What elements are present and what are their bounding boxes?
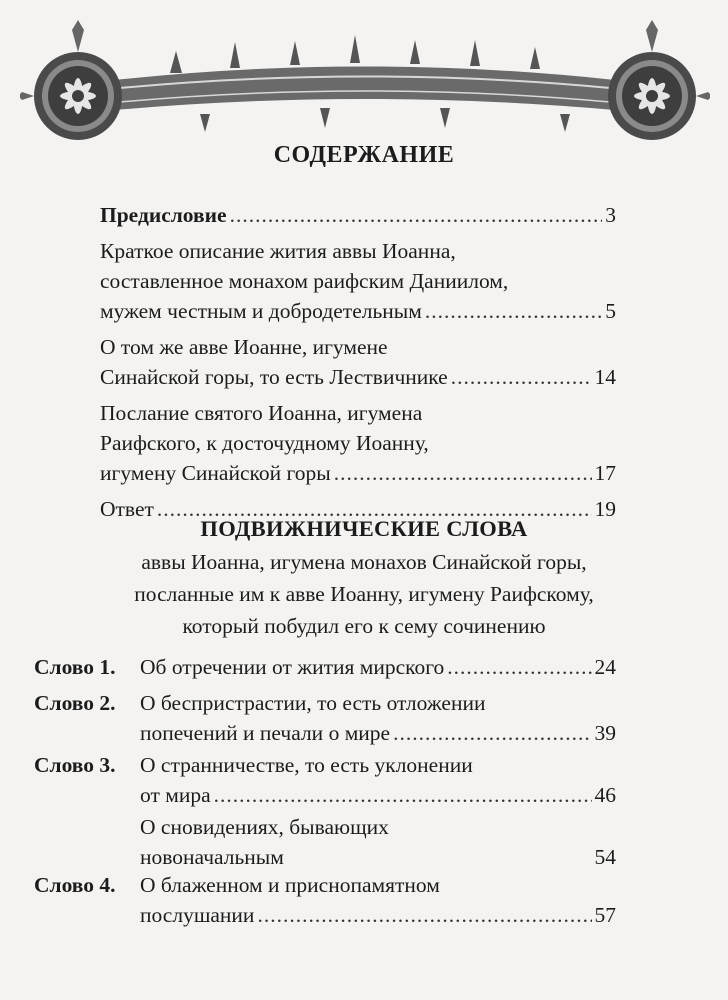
toc-entry-line: от мира	[140, 783, 211, 807]
leader-dots	[393, 718, 591, 748]
leader-dots	[334, 458, 592, 488]
toc-entry-line: Послание святого Иоанна, игумена	[100, 401, 423, 425]
section-heading: ПОДВИЖНИЧЕСКИЕ СЛОВА	[200, 516, 528, 541]
toc-entry-line: Раифского, к досточудному Иоанну,	[100, 431, 429, 455]
section-subtitle-line: аввы Иоанна, игумена монахов Синайской горы,	[141, 550, 587, 574]
word-label: Слово 3.	[34, 753, 116, 777]
toc-entry-line: О беспристрастии, то есть отложении	[140, 691, 486, 715]
leader-dots	[214, 780, 592, 810]
toc-page-number: 57	[594, 903, 616, 927]
toc-entry-line: Об отречении от жития мирского	[140, 655, 445, 679]
toc-page-number: 17	[594, 461, 616, 485]
toc-entry-line: игумену Синайской горы	[100, 461, 331, 485]
word-label: Слово 2.	[34, 691, 116, 715]
word-label: Слово 4.	[34, 873, 116, 897]
toc-page-number: 14	[594, 365, 616, 389]
toc-entry-life[interactable]	[100, 236, 616, 326]
toc-page-number: 19	[594, 497, 616, 521]
leader-dots	[451, 362, 592, 392]
toc-entry-line: составленное монахом раифским Даниилом,	[100, 269, 509, 293]
toc-entry-about[interactable]	[100, 332, 616, 392]
section-subtitle-line: посланные им к авве Иоанну, игумену Раифскому,	[134, 582, 594, 606]
toc-entry-line: попечений и печали о мире	[140, 721, 391, 745]
toc-entry-line: О странничестве, то есть уклонении	[140, 753, 473, 777]
toc-entry-line: мужем честным и добродетельным	[100, 299, 422, 323]
toc-entry-label: Предисловие	[100, 203, 227, 227]
page-title: СОДЕРЖАНИЕ	[273, 142, 455, 168]
toc-entry-label: Ответ	[100, 497, 154, 521]
toc-entry-line: послушании	[140, 903, 255, 927]
toc-entry-line: О том же авве Иоанне, игумене	[100, 335, 388, 359]
toc-page-number: 54	[594, 845, 616, 869]
toc-page-number: 5	[605, 299, 616, 323]
toc-page-number: 24	[594, 655, 616, 679]
leader-dots	[230, 200, 603, 230]
toc-entry-line: новоначальным	[140, 845, 284, 869]
toc-page-number: 3	[605, 203, 616, 227]
word-label: Слово 1.	[34, 655, 116, 679]
toc-entry-line: О сновидениях, бывающих	[140, 815, 389, 839]
leader-dots	[447, 652, 591, 682]
toc-entry-letter[interactable]	[100, 398, 616, 488]
toc-entry-line: Краткое описание жития аввы Иоанна,	[100, 239, 456, 263]
leader-dots	[257, 900, 591, 930]
toc-page-number: 46	[594, 783, 616, 807]
toc-entry-line: О блаженном и приснопамятном	[140, 873, 440, 897]
toc-entry-preface[interactable]	[100, 200, 616, 230]
toc-entry-line: Синайской горы, то есть Лествичнике	[100, 365, 448, 389]
section-subtitle-line: который побудил его к сему сочинению	[182, 614, 546, 638]
decorative-header-ornament	[20, 18, 710, 148]
toc-page-number: 39	[594, 721, 616, 745]
leader-dots	[425, 296, 602, 326]
